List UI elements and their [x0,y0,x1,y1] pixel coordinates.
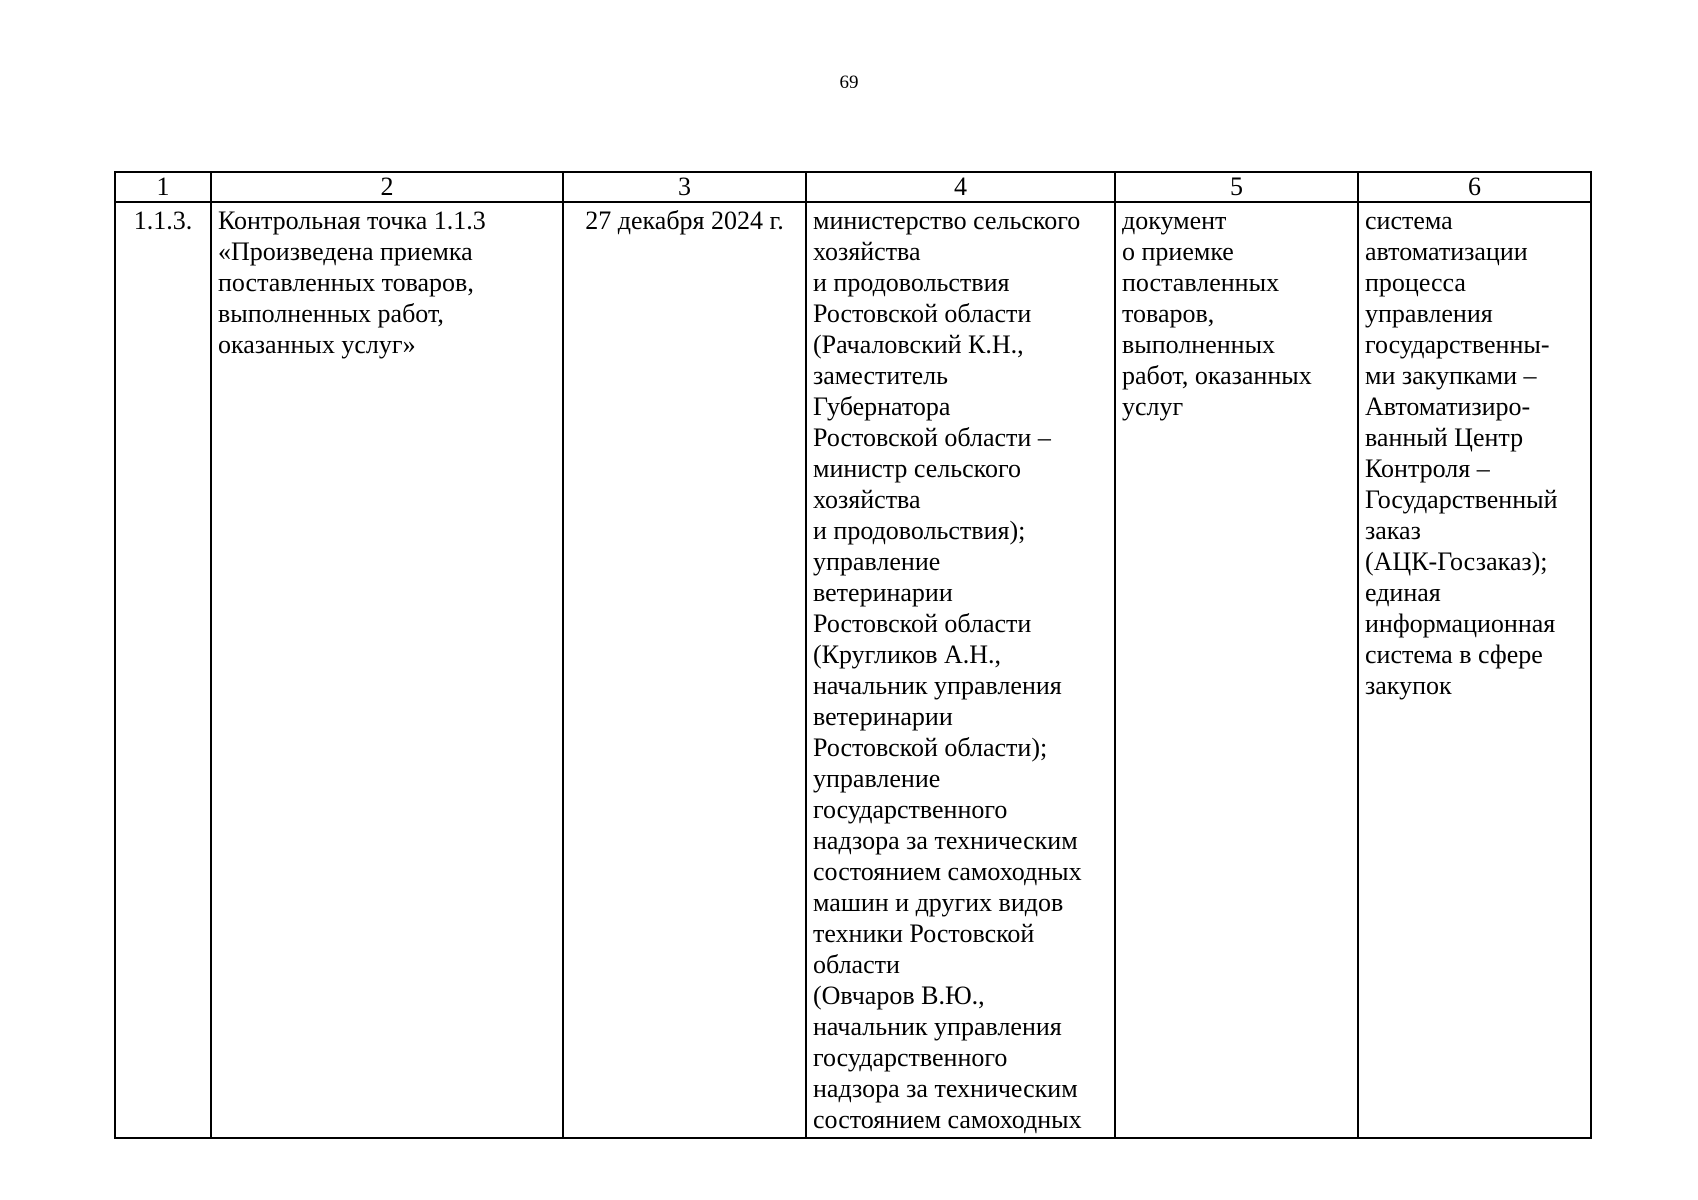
column-header: 4 [806,172,1115,202]
cell-text-line: Автоматизиро- [1365,392,1531,421]
column-header: 1 [115,172,211,202]
cell-text-line: система [1365,206,1453,235]
cell-text-line: области [813,950,900,979]
responsible-cell [806,202,1115,1138]
cell-text-line: ветеринарии [813,578,953,607]
deadline-cell [563,202,806,1138]
cell-text-line: (Овчаров В.Ю., [813,981,985,1010]
control-point-table [114,171,1592,1139]
cell-text-line: заказ [1365,516,1421,545]
cell-text-line: и продовольствия); [813,516,1026,545]
row-number: 1.1.3. [133,206,193,235]
cell-text-line: Контроля – [1365,454,1490,483]
cell-text-line: система в сфере [1365,640,1543,669]
cell-text-line: «Произведена приемка [218,237,473,266]
cell-text-line: и продовольствия [813,268,1010,297]
cell-text-line: работ, оказанных [1122,361,1312,390]
cell-text-line: хозяйства [813,237,921,266]
cell-text-line: министр сельского [813,454,1022,483]
cell-text-line: заместитель [813,361,949,390]
cell-text-line: министерство сельского [813,206,1081,235]
cell-text-line: Ростовской области – [813,423,1051,452]
cell-text-line: оказанных услуг» [218,330,416,359]
cell-text-line: (Рачаловский К.Н., [813,330,1024,359]
cell-text-line: хозяйства [813,485,921,514]
column-header: 6 [1358,172,1591,202]
deadline-date: 27 декабря 2024 г. [585,206,784,235]
cell-text-line: Ростовской области [813,609,1032,638]
cell-text-line: выполненных [1122,330,1276,359]
information-system-cell [1358,202,1591,1138]
document-cell [1115,202,1358,1138]
column-header: 2 [211,172,563,202]
cell-text-line: управления [1365,299,1493,328]
cell-text-line: единая [1365,578,1441,607]
cell-text-line: (АЦК-Госзаказ); [1365,547,1548,576]
cell-text-line: ми закупками – [1365,361,1537,390]
cell-text-line: техники Ростовской [813,919,1035,948]
table-row [115,202,1591,1138]
cell-text-line: государственного [813,1043,1008,1072]
cell-text-line: поставленных [1122,268,1280,297]
cell-text-line: Ростовской области [813,299,1032,328]
cell-text-line: состоянием самоходных [813,1105,1082,1134]
cell-text-line: услуг [1122,392,1184,421]
row-number-cell [115,202,211,1138]
cell-text-line: автоматизации [1365,237,1528,266]
cell-text-line: надзора за техническим [813,1074,1078,1103]
table-header-row [115,172,1591,202]
cell-text-line: управление [813,547,941,576]
cell-text-line: состоянием самоходных [813,857,1082,886]
cell-text-line: товаров, [1122,299,1215,328]
cell-text-line: выполненных работ, [218,299,444,328]
cell-text-line: документ [1122,206,1227,235]
cell-text-line: надзора за техническим [813,826,1078,855]
cell-text-line: поставленных товаров, [218,268,474,297]
cell-text-line: Контрольная точка 1.1.3 [218,206,486,235]
control-point-name-cell [211,202,563,1138]
cell-text-line: (Кругликов А.Н., [813,640,1002,669]
cell-text-line: информационная [1365,609,1556,638]
cell-text-line: государственного [813,795,1008,824]
cell-text-line: процесса [1365,268,1466,297]
cell-text-line: государственны- [1365,330,1550,359]
cell-text-line: Государственный [1365,485,1558,514]
page-number: 69 [839,72,859,93]
cell-text-line: начальник управления [813,671,1062,700]
cell-text-line: Губернатора [813,392,951,421]
cell-text-line: управление [813,764,941,793]
column-header: 5 [1115,172,1358,202]
cell-text-line: машин и других видов [813,888,1064,917]
cell-text-line: ветеринарии [813,702,953,731]
cell-text-line: о приемке [1122,237,1234,266]
cell-text-line: закупок [1365,671,1452,700]
column-header: 3 [563,172,806,202]
cell-text-line: ванный Центр [1365,423,1524,452]
cell-text-line: Ростовской области); [813,733,1048,762]
cell-text-line: начальник управления [813,1012,1062,1041]
